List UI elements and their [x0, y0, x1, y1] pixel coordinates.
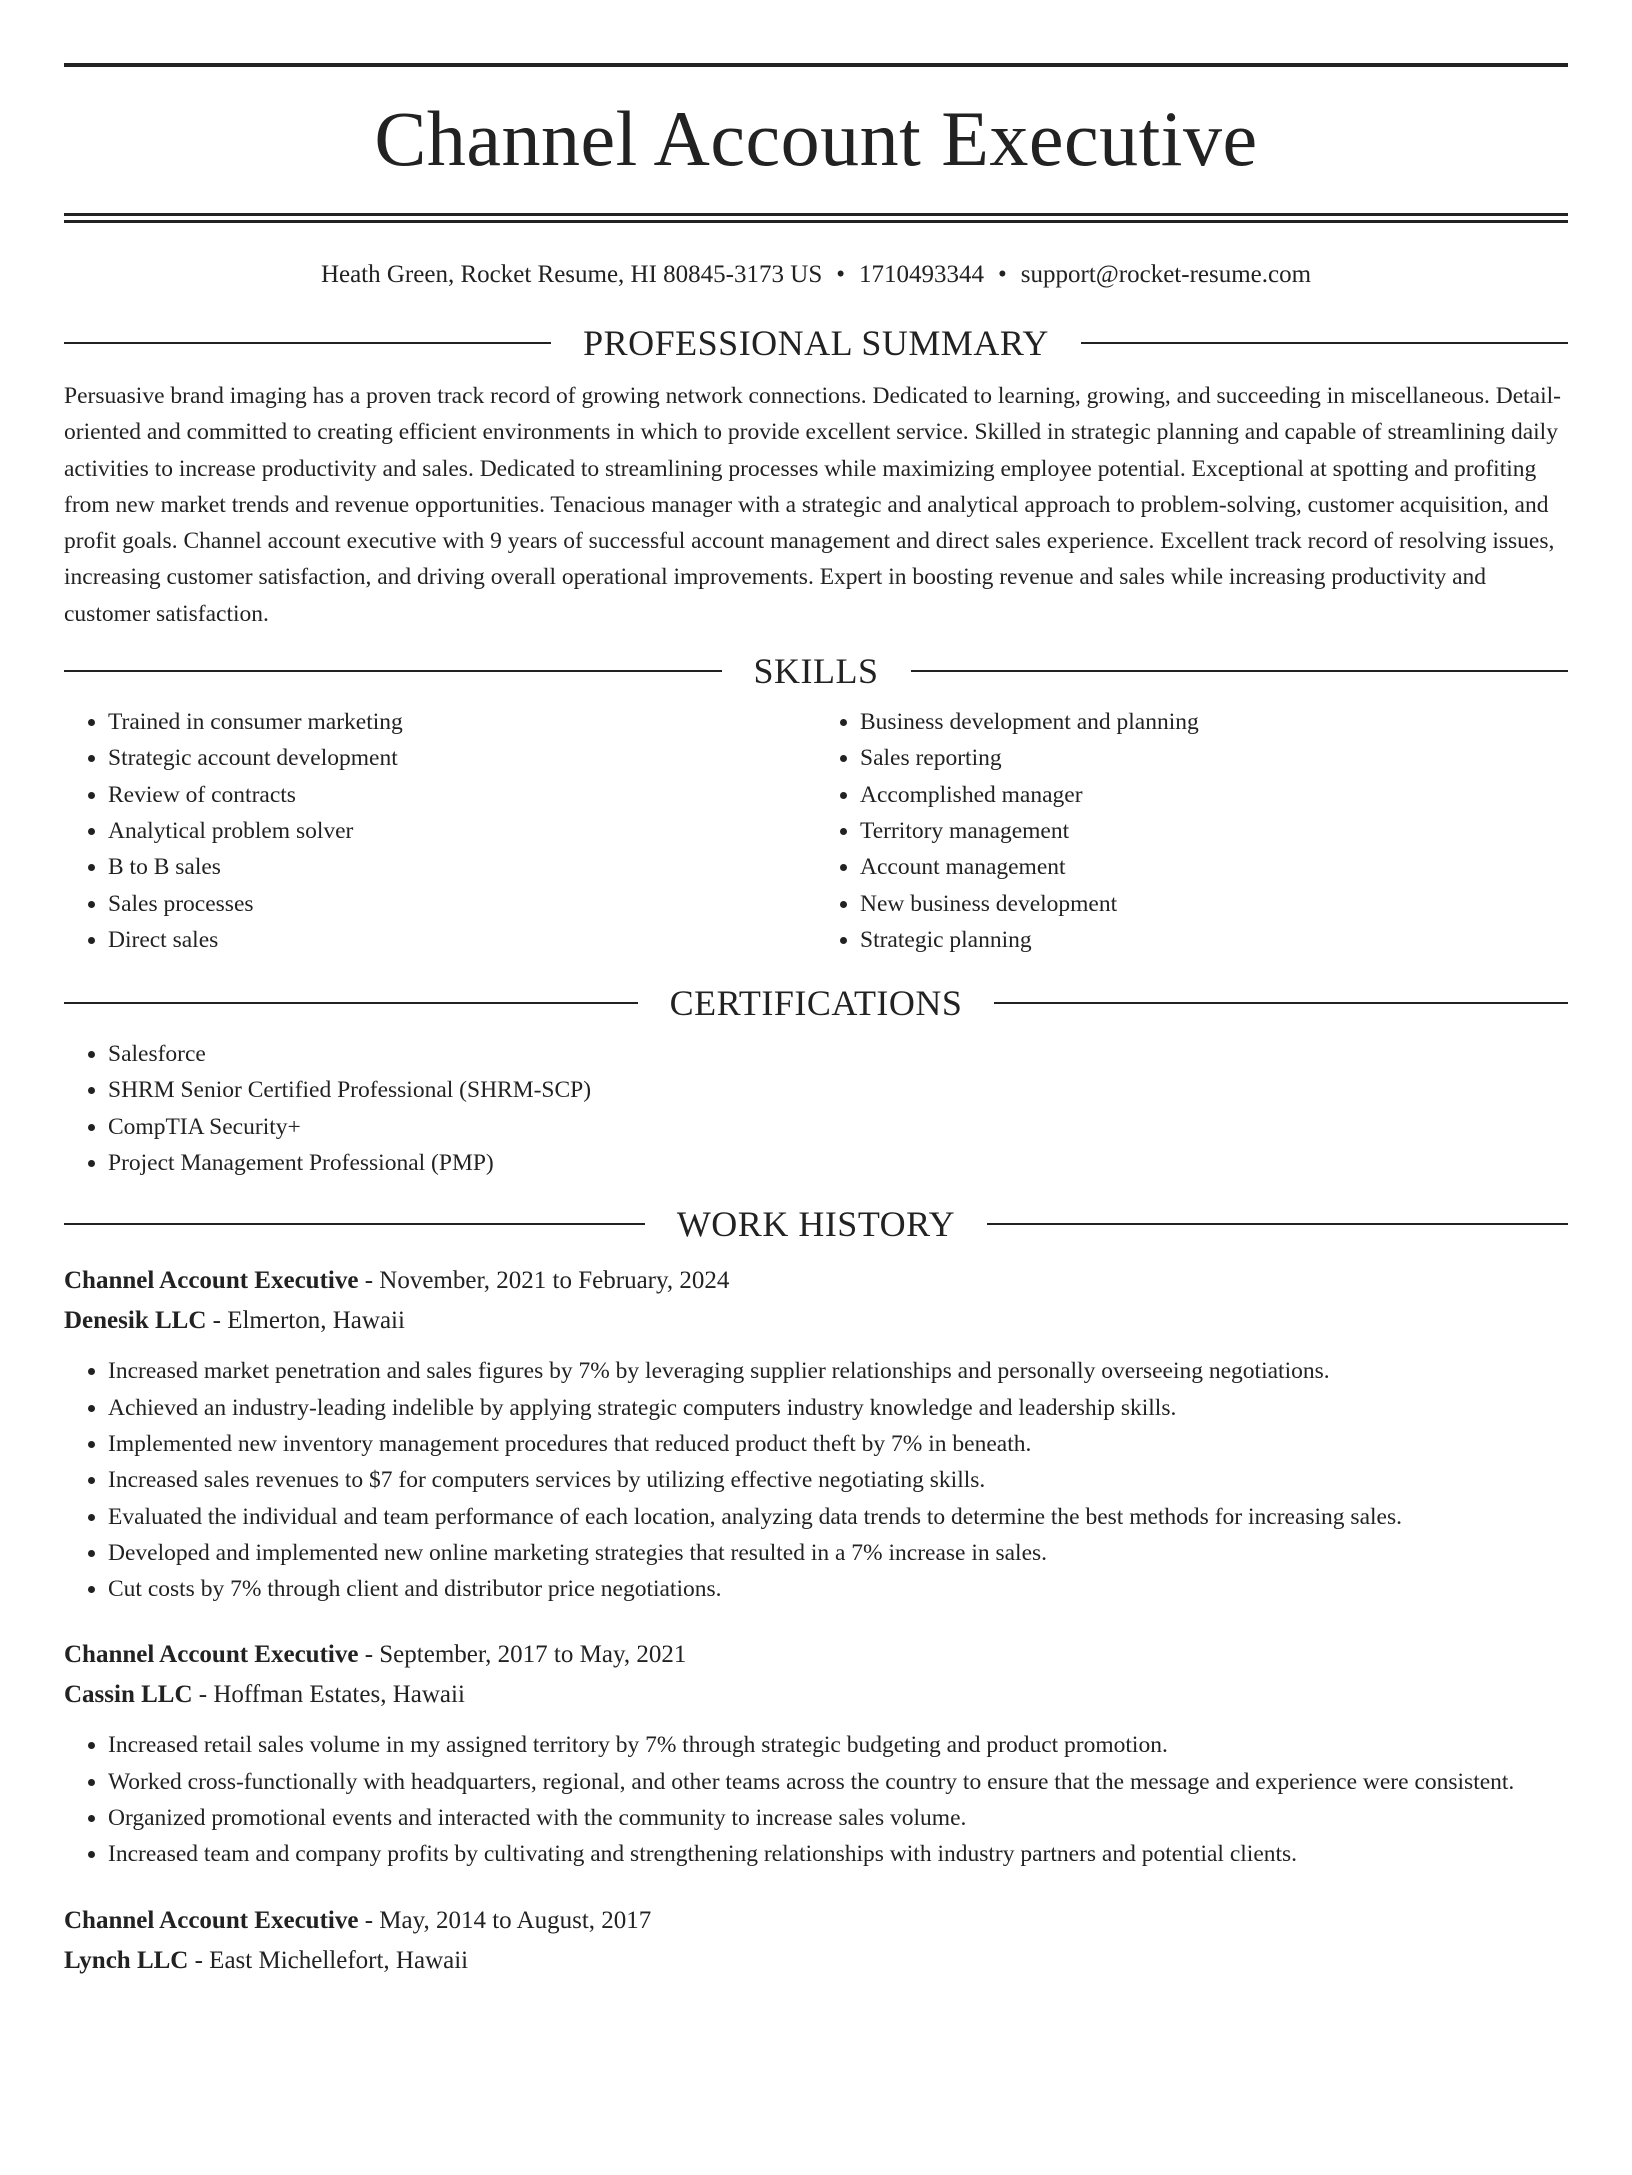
skills-section-header [64, 648, 1568, 694]
section-rule [64, 342, 551, 344]
job-title-line [64, 1901, 1568, 1941]
contact-address: Heath Green, Rocket Resume, HI 80845-3173 US [320, 261, 823, 288]
title-double-rule [64, 213, 1568, 223]
summary-text: Persuasive brand imaging has a proven track record of growing network connections. Dedicated to learning, growing, and succeeding in miscellaneous. Detail-oriented and committed to creating efficient environments in which to provide excellent service. Skilled in strategic planning and capable of streamlining daily activities to increase productivity and sales. Dedicated to streamlining processes while maximizing employee potential. Exceptional at spotting and profiting from new market trends and revenue opportunities. Tenacious manager with a strategic and analytical approach to problem-solving, customer acquisition, and profit goals. Channel account executive with 9 years of successful account management and direct sales experience. Excellent track record of resolving issues, increasing customer satisfaction, and driving overall operational improvements. Expert in boosting revenue and sales while increasing productivity and customer satisfaction. [64, 383, 1562, 627]
job-title: Channel Account Executive [64, 1906, 359, 1934]
skill-item: • Review of contracts [108, 777, 816, 813]
job-title-line [64, 1635, 1568, 1675]
job-location: - East Michellefort, Hawaii [188, 1946, 469, 1974]
skill-item: • Strategic planning [860, 922, 1568, 958]
contact-separator: • [998, 261, 1007, 288]
resume-page [0, 63, 1632, 2175]
summary-heading: PROFESSIONAL SUMMARY [583, 323, 1049, 363]
skill-item: • New business development [860, 886, 1568, 922]
section-rule [1081, 342, 1568, 344]
job-bullets [64, 1353, 1568, 1607]
section-rule [987, 1223, 1568, 1225]
skill-item: • Strategic account development [108, 740, 816, 776]
work-section-header [64, 1201, 1568, 1247]
skills-columns [64, 704, 1568, 958]
certification-item: • CompTIA Security+ [108, 1109, 1568, 1145]
section-rule [994, 1002, 1568, 1004]
top-rule [64, 63, 1568, 67]
skill-item: • Trained in consumer marketing [108, 704, 816, 740]
skill-item: • Business development and planning [860, 704, 1568, 740]
work-heading: WORK HISTORY [676, 1204, 956, 1245]
job-dates: - May, 2014 to August, 2017 [358, 1906, 652, 1934]
job-company: Denesik LLC [64, 1307, 207, 1335]
section-rule [64, 670, 722, 672]
job-bullet: • Cut costs by 7% through client and distributor price negotiations. [108, 1571, 1568, 1607]
job-bullet: • Achieved an industry-leading indelible by applying strategic computers industry knowledge and leadership skills. [108, 1390, 1568, 1426]
job-bullet: • Evaluated the individual and team performance of each location, analyzing data trends to determine the best methods for increasing sales. [108, 1499, 1568, 1535]
job-bullet: • Increased sales revenues to $7 for computers services by utilizing effective negotiating skills. [108, 1462, 1568, 1498]
certification-item: • Salesforce [108, 1036, 1568, 1072]
job-bullet: • Increased market penetration and sales figures by 7% by leveraging supplier relationships and personally overseeing negotiations. [108, 1353, 1568, 1389]
skill-item: • Accomplished manager [860, 777, 1568, 813]
skill-item: • B to B sales [108, 849, 816, 885]
job-dates: - September, 2017 to May, 2021 [358, 1641, 687, 1669]
job-bullets [64, 1727, 1568, 1872]
job-company-line [64, 1675, 1568, 1715]
contact-line [64, 258, 1568, 292]
job-company-line [64, 1941, 1568, 1981]
job-title: Channel Account Executive [64, 1641, 359, 1669]
job-dates: - November, 2021 to February, 2024 [358, 1267, 730, 1295]
skill-item: • Direct sales [108, 922, 816, 958]
certifications-list [64, 1036, 1568, 1181]
job-bullet: • Increased team and company profits by cultivating and strengthening relationships with industry partners and potential clients. [108, 1836, 1568, 1872]
certification-item: • Project Management Professional (PMP) [108, 1145, 1568, 1181]
skills-list-right [816, 704, 1568, 958]
job-bullet: • Increased retail sales volume in my assigned territory by 7% through strategic budgeting and product promotion. [108, 1727, 1568, 1763]
job-entry [64, 1261, 1568, 1607]
section-rule [64, 1223, 645, 1225]
contact-phone: 1710493344 [859, 261, 984, 288]
skills-heading: SKILLS [753, 651, 879, 692]
certifications-heading: CERTIFICATIONS [669, 983, 963, 1024]
job-location: - Elmerton, Hawaii [206, 1307, 405, 1335]
section-rule [911, 670, 1569, 672]
skill-item: • Territory management [860, 813, 1568, 849]
skill-item: • Sales reporting [860, 740, 1568, 776]
job-location: - Hoffman Estates, Hawaii [192, 1681, 465, 1709]
certification-item: • SHRM Senior Certified Professional (SHRM-SCP) [108, 1072, 1568, 1108]
skill-item: • Account management [860, 849, 1568, 885]
section-rule [64, 1002, 638, 1004]
skill-item: • Analytical problem solver [108, 813, 816, 849]
skill-item: • Sales processes [108, 886, 816, 922]
job-company: Lynch LLC [64, 1946, 189, 1974]
job-company: Cassin LLC [64, 1681, 193, 1709]
job-bullet: • Worked cross-functionally with headquarters, regional, and other teams across the country to ensure that the message and experience were consistent. [108, 1764, 1568, 1800]
job-company-line [64, 1301, 1568, 1341]
job-title: Channel Account Executive [64, 1267, 359, 1295]
job-entry [64, 1901, 1568, 1981]
job-bullet: • Implemented new inventory management procedures that reduced product theft by 7% in beneath. [108, 1426, 1568, 1462]
job-entry [64, 1635, 1568, 1872]
job-bullet: • Organized promotional events and interacted with the community to increase sales volume. [108, 1800, 1568, 1836]
summary-section-header [64, 320, 1568, 366]
job-bullet: • Developed and implemented new online marketing strategies that resulted in a 7% increase in sales. [108, 1535, 1568, 1571]
job-title-line [64, 1261, 1568, 1301]
contact-email: support@rocket-resume.com [1020, 261, 1312, 288]
contact-separator: • [836, 261, 845, 288]
certifications-section-header [64, 980, 1568, 1026]
resume-title: Channel Account Executive [374, 95, 1258, 182]
skills-list-left [64, 704, 816, 958]
